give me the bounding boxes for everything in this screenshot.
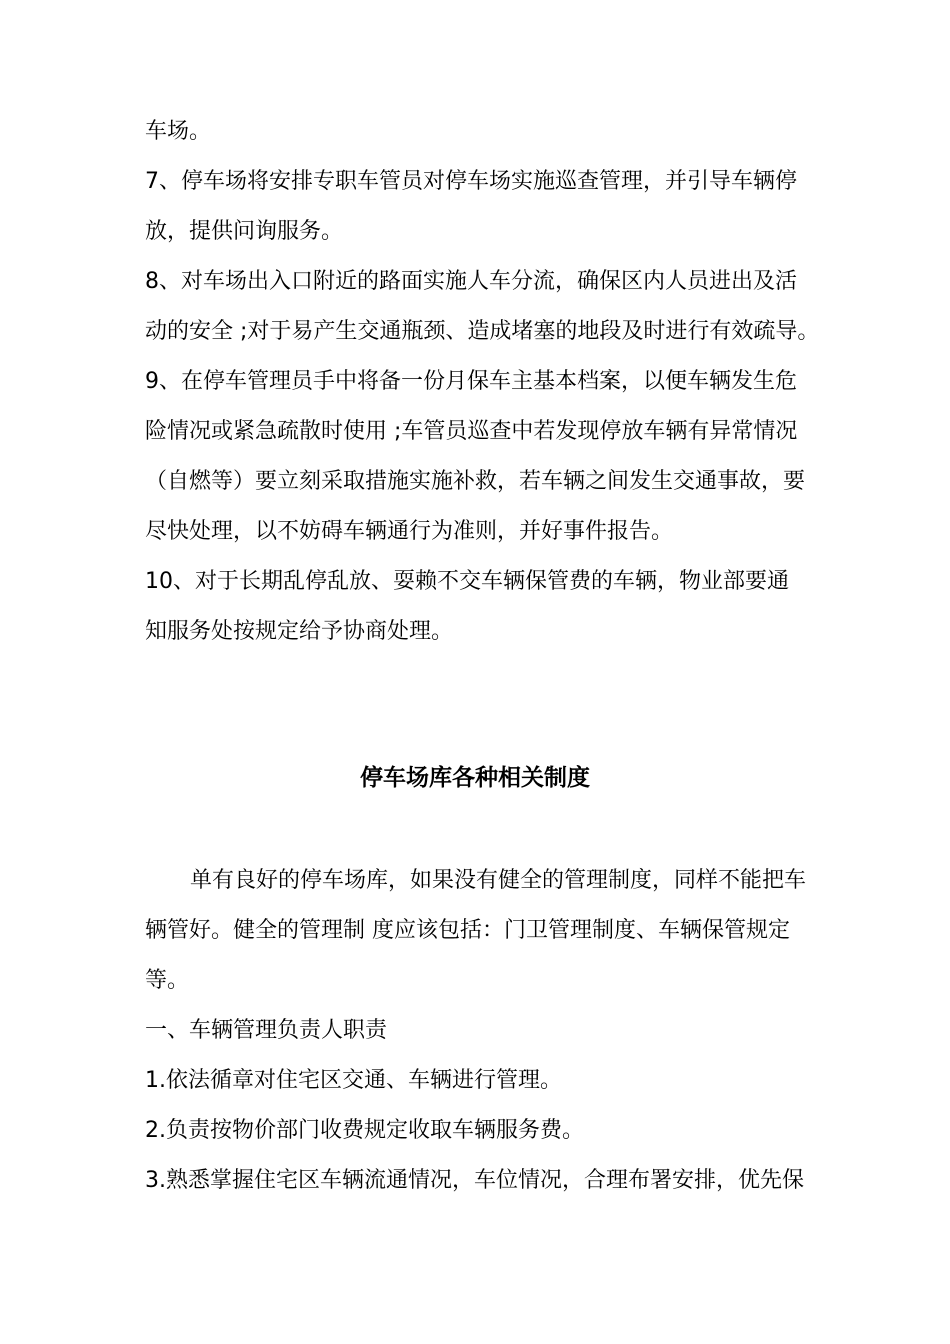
- paragraph-line: 9、在停车管理员手中将备一份月保车主基本档案，以便车辆发生危: [145, 369, 797, 394]
- paragraph-line: 辆管好。健全的管理制 度应该包括：门卫管理制度、车辆保管规定: [145, 918, 790, 943]
- list-item: 2.负责按物价部门收费规定收取车辆服务费。: [145, 1118, 584, 1143]
- paragraph-line: 8、对车场出入口附近的路面实施人车分流，确保区内人员进出及活: [145, 269, 797, 294]
- paragraph-line: 知服务处按规定给予协商处理。: [145, 619, 454, 644]
- paragraph-line: 动的安全 ;对于易产生交通瓶颈、造成堵塞的地段及时进行有效疏导。: [145, 319, 820, 344]
- section-heading: 一、车辆管理负责人职责: [145, 1018, 388, 1043]
- paragraph-line: 险情况或紧急疏散时使用 ;车管员巡查中若发现停放车辆有异常情况: [145, 419, 798, 444]
- paragraph-line: 7、停车场将安排专职车管员对停车场实施巡查管理，并引导车辆停: [145, 169, 797, 194]
- list-item: 1.依法循章对住宅区交通、车辆进行管理。: [145, 1068, 562, 1093]
- paragraph-line: 单有良好的停车场库，如果没有健全的管理制度，同样不能把车: [190, 868, 807, 893]
- paragraph-line: 放，提供问询服务。: [145, 219, 344, 244]
- paragraph-line: （自燃等）要立刻采取措施实施补救，若车辆之间发生交通事故，要: [145, 469, 806, 494]
- section-title: 停车场库各种相关制度: [360, 765, 590, 791]
- list-item: 3.熟悉掌握住宅区车辆流通情况，车位情况，合理布署安排，优先保: [145, 1168, 804, 1193]
- paragraph-line: 尽快处理，以不妨碍车辆通行为准则，并好事件报告。: [145, 519, 674, 544]
- paragraph-line: 10、对于长期乱停乱放、耍赖不交车辆保管费的车辆，物业部要通: [145, 569, 789, 594]
- paragraph-line: 车场。: [145, 119, 212, 144]
- paragraph-line: 等。: [145, 968, 190, 993]
